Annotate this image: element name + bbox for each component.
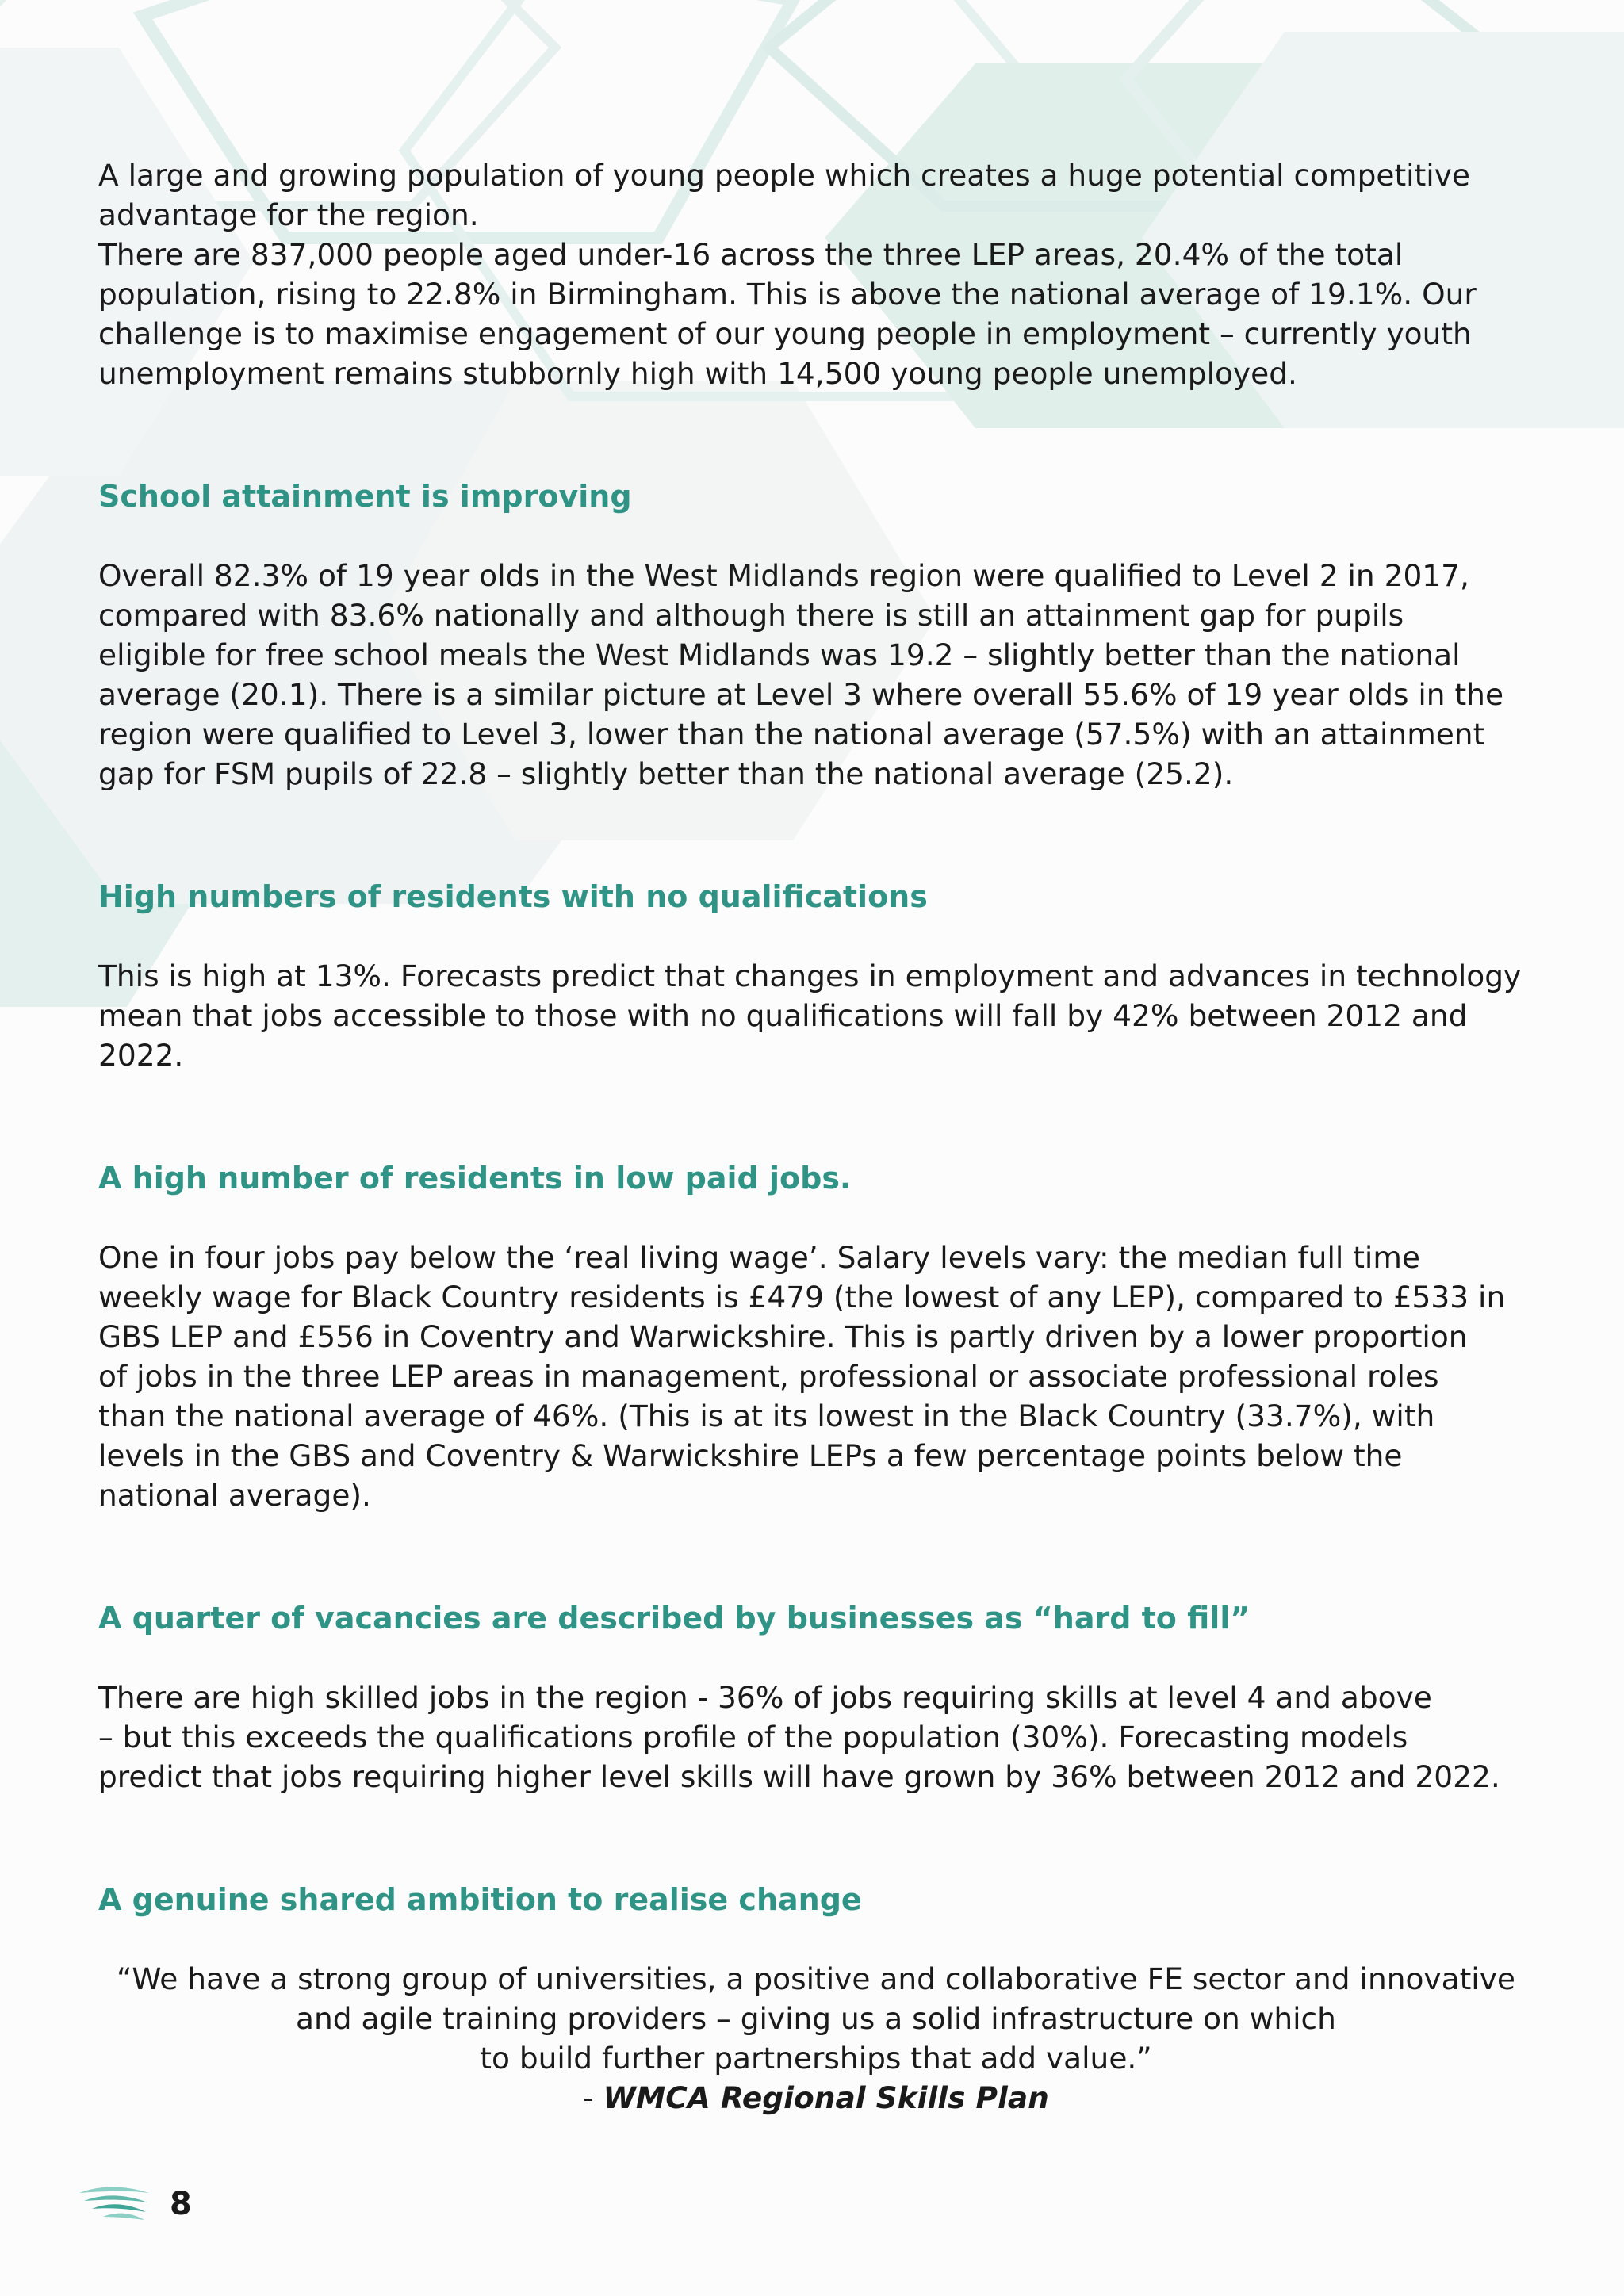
quote-dash: -	[583, 2080, 603, 2115]
section-body: Overall 82.3% of 19 year olds in the West Midlands region were qualified to Level 2 in 2017, compared with 83.6% nationally and although there is still an attainment gap for pupils eligible for free school meals the West Midlands was 19.2 – slightly better than the national average (20.1). There is a similar picture at Level 3 where overall 55.6% of 19 year olds in the region were qualified to Level 3, lower than the national average (57.5%) with an attainment gap for FSM pupils of 22.8 – slightly better than the national average (25.2).	[98, 558, 1504, 791]
section-body: One in four jobs pay below the ‘real living wage’. Salary levels vary: the median full time weekly wage for Black Country residents is £479 (the lowest of any LEP), compared to £533 in GBS LEP and £556 in Coventry and Warwickshire. This is partly driven by a lower proportion of jobs in the three LEP areas in management, professional or associate professional roles than the national average of 46%. (This is at its lowest in the Black Country (33.7%), with levels in the GBS and Coventry & Warwickshire LEPs a few percentage points below the national average).	[98, 1240, 1506, 1513]
page-footer	[76, 2182, 192, 2226]
section-body: There are high skilled jobs in the region - 36% of jobs requiring skills at level 4 and above – but this exceeds the qualifications profile of the population (30%). Forecasting models predict that jobs requiring higher level skills will have grown by 36% between 2012 and 2022.	[98, 1680, 1500, 1794]
quote-text: “We have a strong group of universities, a positive and collaborative FE sector and innovative and agile training providers – giving us a solid infrastructure on which to build further partnerships that add value.”	[117, 1961, 1515, 2076]
quote-source: WMCA Regional Skills Plan	[603, 2080, 1049, 2115]
section-heading: A high number of residents in low paid jobs.	[98, 1161, 852, 1196]
section-heading: School attainment is improving	[98, 479, 632, 514]
section-heading: A quarter of vacancies are described by businesses as “hard to fill”	[98, 1601, 1251, 1636]
wave-logo-icon	[76, 2182, 152, 2226]
intro-headline: A large and growing population of young people which creates a huge potential competitive advantage for the region.	[98, 158, 1470, 232]
section-heading: A genuine shared ambition to realise change	[98, 1882, 862, 1917]
section-body: This is high at 13%. Forecasts predict that changes in employment and advances in technology mean that jobs accessible to those with no qualifications will fall by 42% between 2012 and 2022.	[98, 959, 1522, 1073]
quote-attribution	[98, 2078, 1534, 2118]
intro-body: There are 837,000 people aged under-16 across the three LEP areas, 20.4% of the total population, rising to 22.8% in Birmingham. This is above the national average of 19.1%. Our challenge is to maximise engagement of our young people in employment – currently youth unemployment remains stubbornly high with 14,500 young people unemployed.	[98, 237, 1477, 391]
section-heading: High numbers of residents with no qualifications	[98, 879, 928, 914]
page-content	[98, 155, 1542, 2118]
page-number: 8	[170, 2186, 192, 2222]
